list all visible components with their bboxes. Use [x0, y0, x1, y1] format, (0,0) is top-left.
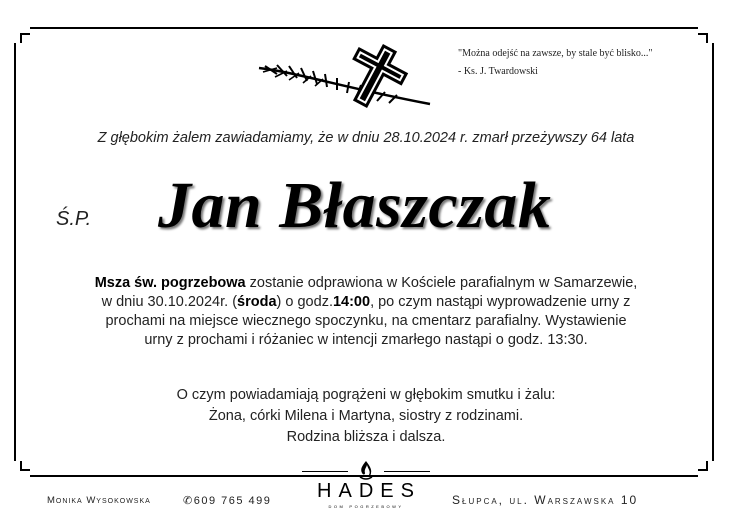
- funeral-line-4: urny z prochami i różaniec w intencji zmarłego nastąpi o godz. 13:30.: [144, 332, 588, 348]
- frame-corner: [698, 461, 714, 477]
- funeral-home-logo: [300, 460, 432, 516]
- funeral-time: 14:00: [332, 294, 371, 310]
- quote-author: - Ks. J. Twardowski: [458, 66, 538, 77]
- logo-subtitle: dom pogrzebowy: [328, 504, 404, 510]
- frame-corner: [14, 27, 30, 43]
- mourners-family: Żona, córki Milena i Martyna, siostry z rodzinami.: [208, 408, 524, 424]
- frame-corner: [698, 27, 714, 43]
- funeral-weekday: środa: [237, 294, 277, 310]
- funeral-line-3: prochami na miejsce wiecznego spoczynku, na cmentarz parafialny. Wystawienie: [105, 313, 627, 329]
- frame-corner: [14, 461, 30, 477]
- quote-block: [458, 45, 653, 81]
- footer-contact-name: Monika Wysokowska: [47, 495, 151, 506]
- funeral-time-label: ) o godz.: [276, 294, 333, 310]
- footer-address: Słupca, ul. Warszawska 10: [452, 493, 639, 507]
- mourners-intro: O czym powiadamiają pogrążeni w głębokim smutku i żalu:: [176, 387, 556, 403]
- logo-divider: [302, 471, 348, 472]
- death-announcement: [0, 130, 732, 146]
- funeral-line-2-end: , po czym nastąpi wyprowadzenie urny z: [370, 294, 631, 310]
- cross-icon: [255, 38, 445, 110]
- deceased-name: Jan Błaszczak: [158, 169, 552, 242]
- footer-phone: ✆609 765 499: [183, 495, 272, 507]
- announcement-intro: Z głębokim żalem zawiadamiamy, że w dniu: [97, 130, 380, 146]
- logo-divider: [384, 471, 430, 472]
- mass-label: Msza św. pogrzebowa: [94, 275, 246, 291]
- palm-branch-icon: [259, 65, 430, 104]
- death-date: 28.10.2024: [383, 130, 457, 146]
- funeral-details: [50, 274, 682, 350]
- mourners-block: [0, 385, 732, 448]
- funeral-line-1: zostanie odprawiona w Kościele parafialnym w Samarzewie,: [245, 275, 638, 291]
- mourners-relatives: Rodzina bliższa i dalsza.: [286, 429, 446, 445]
- funeral-date-text: w dniu 30.10.2024r. (: [101, 294, 238, 310]
- logo-name: HADES: [317, 480, 421, 502]
- honorific-prefix: Ś.P.: [56, 208, 92, 230]
- quote-text: "Można odejść na zawsze, by stale być blisko...": [458, 48, 653, 59]
- announcement-suffix: r. zmarł przeżywszy 64 lata: [460, 130, 635, 146]
- flame-icon: [356, 460, 376, 482]
